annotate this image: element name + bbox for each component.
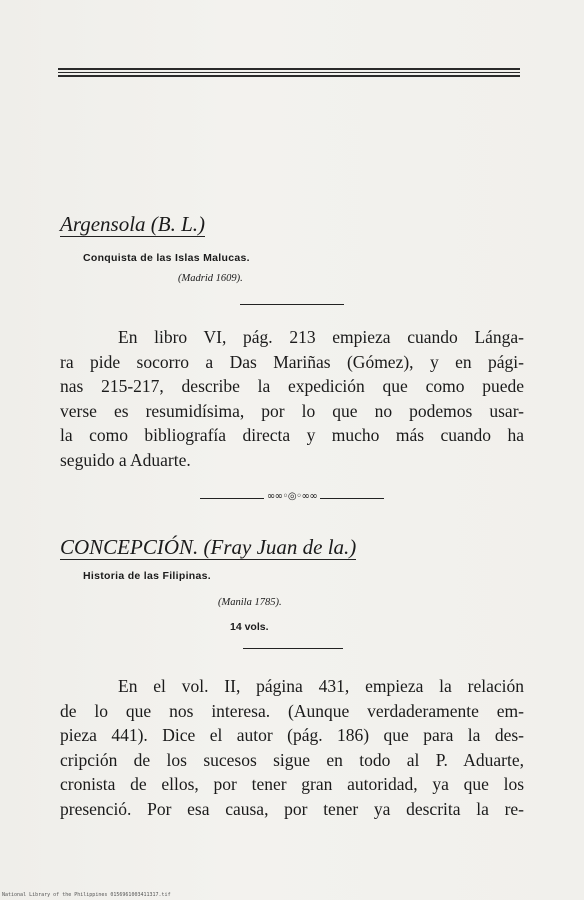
paragraph-argensola xyxy=(60,325,524,472)
top-rule xyxy=(58,68,520,70)
book-title: Conquista de las Islas Malucas. xyxy=(83,252,250,264)
section-heading-argensola: Argensola (B. L.) xyxy=(60,212,206,236)
section-heading-concepcion: CONCEPCIÓN. (Fray Juan de la.) xyxy=(60,535,357,559)
paragraph-concepcion xyxy=(60,674,524,821)
volume-count: 14 vols. xyxy=(230,621,269,633)
text-line: En el vol. II, página 431, empieza la relación xyxy=(118,676,524,696)
text-line: cripción de los sucesos sigue en todo al P. Aduarte, xyxy=(60,749,524,770)
ornament-glyph: ∞∞◦◎◦∞∞ xyxy=(266,491,318,502)
top-rule xyxy=(58,75,520,77)
text-line: En libro VI, pág. 213 empieza cuando Lánga- xyxy=(118,327,524,347)
ornament-line xyxy=(320,498,384,499)
text-line: verse es resumidísima, por lo que no podemos usar- xyxy=(60,400,524,421)
divider xyxy=(240,304,344,305)
publication-note: (Manila 1785). xyxy=(218,597,282,608)
section-ornament xyxy=(200,493,384,503)
text-line: seguido a Aduarte. xyxy=(60,449,191,470)
publication-note: (Madrid 1609). xyxy=(178,273,243,284)
scan-footer: National Library of the Philippines 0156961003411317.tif xyxy=(2,892,171,898)
text-line: presenció. Por esa causa, por tener ya descrita la re- xyxy=(60,798,524,819)
text-line: pieza 441). Dice el autor (pág. 186) que para la des- xyxy=(60,725,524,745)
text-line: cronista de ellos, por tener gran autoridad, ya que los xyxy=(60,774,524,794)
top-rule xyxy=(58,72,520,73)
divider xyxy=(243,648,343,649)
text-line: de lo que nos interesa. (Aunque verdaderamente em- xyxy=(60,700,524,721)
book-title: Historia de las Filipinas. xyxy=(83,570,212,582)
ornament-line xyxy=(200,498,264,499)
text-line: la como bibliografía directa y mucho más cuando ha xyxy=(60,425,524,445)
text-line: ra pide socorro a Das Mariñas (Gómez), y en pági- xyxy=(60,351,524,372)
text-line: nas 215-217, describe la expedición que como puede xyxy=(60,376,524,396)
